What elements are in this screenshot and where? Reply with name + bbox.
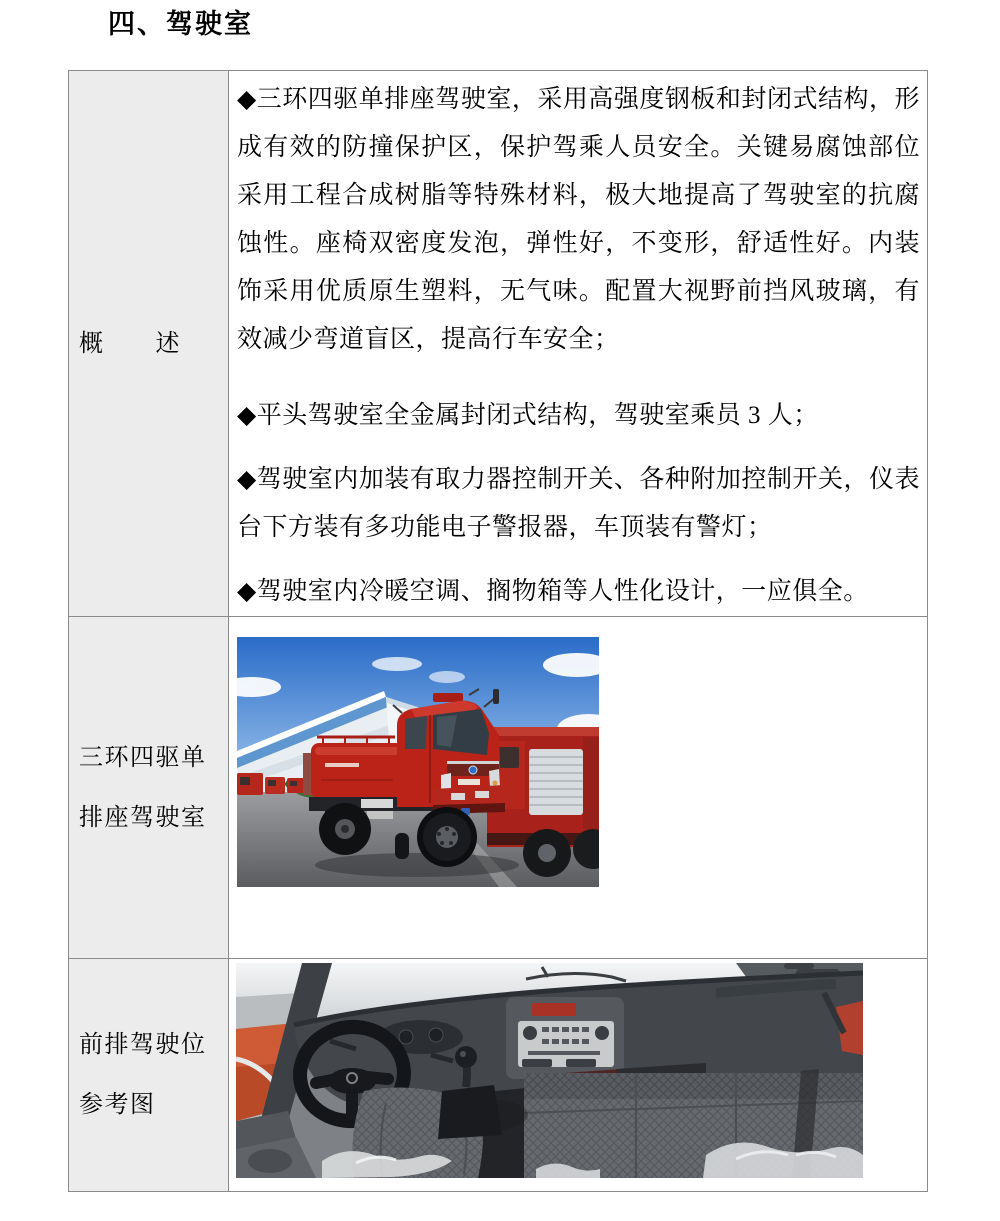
interior-label-line1: 前排驾驶位 (79, 1032, 207, 1058)
cab-photo-cell (229, 617, 928, 959)
cab-interior-photo (236, 963, 863, 1178)
interior-label-line2: 参考图 (79, 1092, 156, 1118)
overview-paragraph-2: ◆平头驾驶室全金属封闭式结构，驾驶室乘员 3 人； (237, 402, 819, 429)
overview-paragraph-3: ◆驾驶室内加装有取力器控制开关、各种附加控制开关，仪表台下方装有多功能电子警报器，车顶装有警灯； (237, 466, 920, 541)
cab-photo-label-line2: 排座驾驶室 (79, 804, 207, 831)
page-title: 四、驾驶室 (108, 9, 253, 39)
overview-content-cell (229, 71, 928, 617)
row-label-cab-photo (69, 617, 229, 959)
table-row-cab-photo (69, 617, 928, 959)
cab-photo-label-line1: 三环四驱单 (79, 744, 207, 771)
cab-exterior-photo (237, 637, 599, 887)
overview-label: 概 述 (79, 330, 181, 357)
center-console-radio (506, 997, 624, 1079)
row-label-interior (69, 959, 229, 1192)
spec-table (68, 70, 928, 1192)
overview-paragraph-4: ◆驾驶室内冷暖空调、搁物箱等人性化设计，一应俱全。 (237, 578, 869, 605)
overview-paragraph-1: ◆三环四驱单排座驾驶室，采用高强度钢板和封闭式结构，形成有效的防撞保护区，保护驾乘人员安全。关键易腐蚀部位采用工程合成树脂等特殊材料，极大地提高了驾驶室的抗腐蚀性。座椅双密度发泡，弹性好，不变形，舒适性好。内装饰采用优质原生塑料，无气味。配置大视野前挡风玻璃，有效减少弯道盲区，提高行车安全； (237, 86, 920, 353)
row-label-overview (69, 71, 229, 617)
interior-photo-cell (229, 959, 928, 1192)
table-row-overview (69, 71, 928, 617)
table-row-interior (69, 959, 928, 1192)
